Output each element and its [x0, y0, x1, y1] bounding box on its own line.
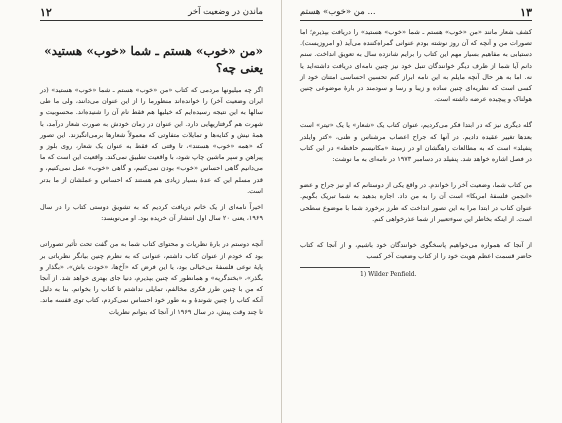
body-paragraph: اگر چه میلیونها مردمی که کتاب «من «خوب» هستم ـ شما «خوب» هستید» (در ایران وضعیت آخر) را خوانده‌اند منظورما را از این عنوان می‌دانند، ولی ما طی سالها به این نتیجه رسیده‌ایم که خیلیها هم فقط نام آن را شنیده‌اند. محسوبیت و شهرت هم گرفتاریهایی دارد. این عنوان در زمان خودش به صورت شعار درآمد، با همهٔ نیش و کنایه‌ها و تمایلات متفاوتی که معمولاً شعارها برمی‌انگیزند. این تصور که «همه «خوب» هستند»، تا وقتی که فقط به عنوان یک شعار، روی بلوز و پیراهن و سپر ماشین چاپ شود، با واقعیت تطبیق نمی‌کند. واقعیت این است که ما می‌دانیم گاهی احساس «خوب» بودن نمی‌کنیم، و گاهی «خوب» عمل نمی‌کنیم، و قدر مسلم این که عدهٔ بسیار زیادی هم هستند که احساس و عملشان از ما بدتر است.	[40, 86, 263, 195]
footnote: 1) Wilder Penfield.	[360, 271, 417, 279]
chapter-title-line2: یعنی چه؟	[215, 61, 263, 75]
quoted-letter: من کتاب شما، وضعیت آخر را خواندم. در واقع یکی از دوستانم که او نیز جراح و عضو «انجمن فلسفهٔ امریکا» است آن را به من داد. اجازه بدهید به شما تبریک بگویم. عنوان کتاب در ابتدا مرا به این تصور انداخت که طرز برخورد شما با موضوع سطحی است. از اینکه بخاطر این سوءتعبیر از شما عذرخواهی کنم.	[300, 181, 532, 223]
quoted-letter: آنچه دوستم در بارهٔ نظریات و محتوای کتاب شما به من گفت تحت تأثیر تصوراتی بود که خودم از عنوان کتاب داشتم، عنوانی که به نظرم چنین بیانگر نظرباتی بر پایهٔ نوعی فلسفهٔ بی‌خیالی بود، یا این فرض که «آخ‌ها، «خودت باش»، «بگذار و بگذر»، «بخندگریه» و همانطور که چنین بپذیرم، دنیا جای بهتری خواهد شد. از آنجا که من با چنین طرز فکری مخالفم، تمایلی نداشتم تا کتاب را بخوانم. بنا به دلیل آنکه کتاب را چنین شوندهٔ و به طور خود احساس نمی‌کردم، کتاب توی قفسه ماند. تا چند وقت پیش، در سال ۱۹۶۹ از آنجا که بتوانم نظریات	[40, 240, 263, 316]
right-page	[281, 0, 562, 423]
left-running-head	[40, 4, 263, 21]
chapter-title-line1: «من «خوب» هستم ـ شما «خوب» هستید»	[44, 44, 263, 58]
body-paragraph: از آنجا که همواره می‌خواهیم پاسخگوی خوانندگان خود باشیم، و از آنجا که کتاب حاضر قسمت اعظم هویت خود را از کتاب وضعیت آخر کسب	[300, 241, 532, 261]
running-title: من «خوب» هستم ...	[300, 7, 376, 17]
body-paragraph: اخیراً نامه‌ای از یک خانم دریافت کردیم که به تشویق دوستی کتاب را در سال ۱۹۶۹، یعنی ۲۰ سال اول انتشار آن خریده بود. او می‌نویسد:	[40, 203, 263, 223]
body-paragraph: گله دیگری نیز که در ابتدا فکر می‌کردیم، عنوان کتاب یک «شعار» یا یک «تیتر» است بعدها تغییر عقیده دادیم. در آنها که جراح اعصاب مرشناس و ظنی، «کتر وایلدر پنفیلد» است که به مطالعات راهگشان او در زمینهٔ «مکانیسم حافظه» در این کتاب در فصل اشاره خواهد شد. پنفیلد در دسامبر ۱۹۷۳ در نامه‌ای به ما نوشت:	[300, 121, 532, 164]
running-title: ماندن در وضعیت آخر	[188, 7, 263, 17]
page-number: ۱۳	[520, 5, 532, 19]
chapter-title	[40, 43, 263, 77]
quoted-letter: کشف شعار مانند «من «خوب» هستم ـ شما «خوب» هستید» را دریافت بپذیرم؛ اما تصورات من و آنچه که آن روز نوشته بودم عنوانی گمراه‌کننده می‌آید (و امروزیست). دستیابی به مفاهیم بسیار مهم این کتاب را برایم شانزده سال به تعویق انداخت. سنم دانم آیا شما از ظرف دیگر خوانندگان تنبل خود نیز چنین نامه‌ای دریافت داشته‌اید یا نه. اما به هر حال آنچه مایلم به این نامه ابراز کنم تحسین احساسی امتنان خود از کسی است که نظریه‌ای چنین ساده و زیبا و رسا و سودمند در بارهٔ موضوعی چنین هولناک و پیچیده عرضه داشته است.	[300, 28, 532, 104]
right-running-head	[300, 4, 532, 21]
footnote-divider	[300, 267, 370, 268]
page-number: ۱۲	[40, 5, 52, 19]
